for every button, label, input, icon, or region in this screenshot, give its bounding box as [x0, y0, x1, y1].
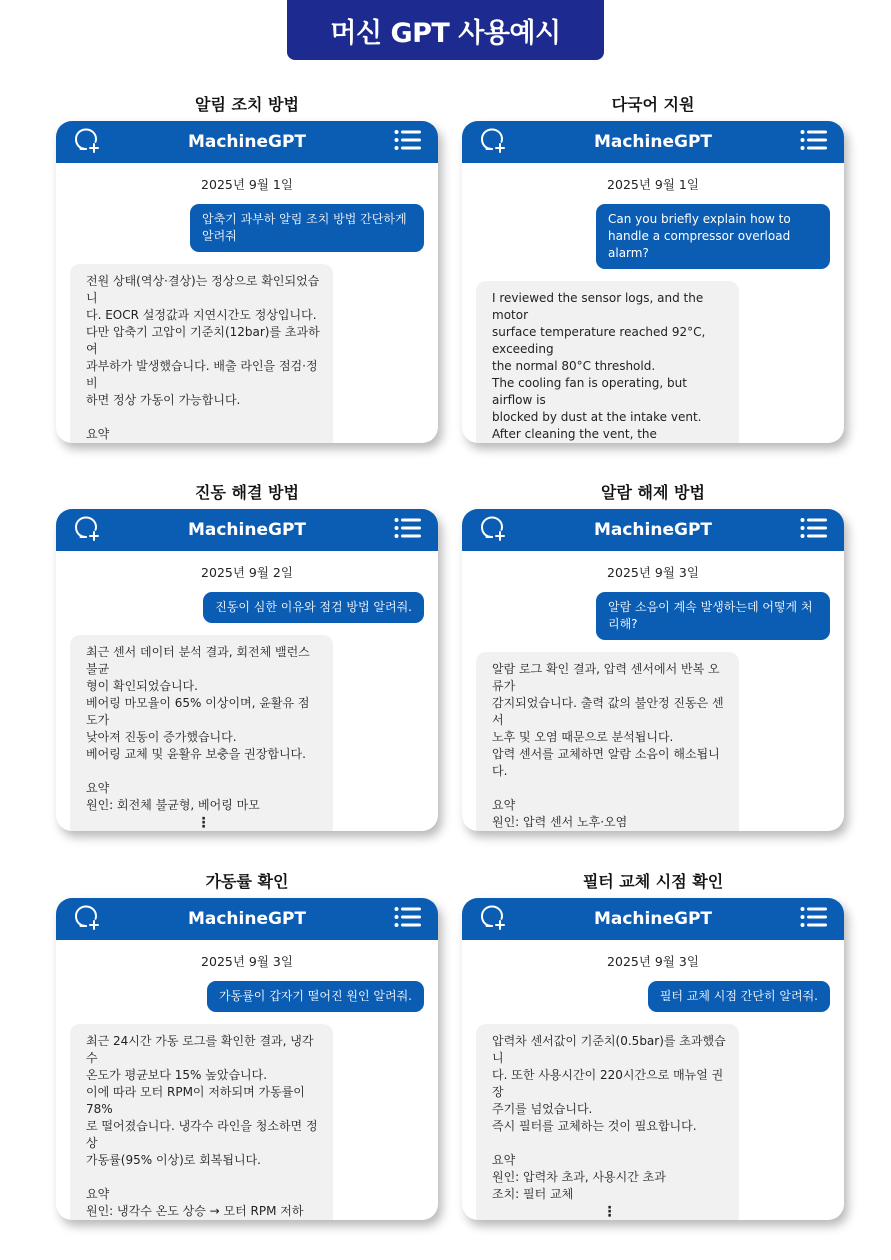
- bot-message-line: 다만 압축기 고압이 기준치(12bar)를 초과하여: [86, 325, 320, 356]
- chat-card: [56, 121, 438, 443]
- bot-message-line: 로 떨어졌습니다. 냉각수 라인을 청소하면 정상: [86, 1119, 318, 1150]
- bot-message-line: 하면 정상 가동이 가능합니다.: [86, 393, 241, 407]
- bot-message-text: [86, 644, 321, 814]
- banner-title: 머신 GPT 사용예시: [330, 17, 561, 49]
- app-title: MachineGPT: [187, 132, 307, 152]
- chat-plus-icon[interactable]: [74, 515, 100, 545]
- chat-header: [462, 898, 844, 940]
- bot-message-line: [86, 409, 321, 426]
- list-menu-icon[interactable]: [394, 517, 422, 543]
- bot-message-text: [492, 661, 727, 831]
- bot-message-text: [492, 1033, 727, 1203]
- bot-message-line: 요약: [492, 1153, 516, 1167]
- bot-message-line: After cleaning the vent, the: [492, 427, 657, 441]
- chat-plus-icon[interactable]: [480, 515, 506, 545]
- bot-message-line: 요약: [86, 1187, 110, 1201]
- user-message-row: [56, 592, 438, 623]
- chat-date: 2025년 9월 2일: [201, 565, 293, 580]
- bot-message-line: The cooling fan is operating, but airflow is: [492, 376, 687, 407]
- bot-message-text: [86, 1033, 321, 1220]
- bot-message-line: 다. 또한 사용시간이 220시간으로 매뉴얼 권장: [492, 1068, 724, 1099]
- bot-message-line: 낮아져 진동이 증가했습니다.: [86, 730, 237, 744]
- chat-plus-icon[interactable]: [74, 904, 100, 934]
- chat-card: [462, 121, 844, 443]
- user-message: Can you briefly explain how to handle a compressor overload alarm?: [596, 204, 830, 269]
- section-title: 가동률 확인: [205, 872, 289, 891]
- user-message: 알람 소음이 계속 발생하는데 어떻게 처리해?: [596, 592, 830, 640]
- list-menu-icon[interactable]: [394, 129, 422, 155]
- section-title: 진동 해결 방법: [195, 483, 299, 502]
- chat-date: 2025년 9월 1일: [201, 177, 293, 192]
- bot-message-line: 원인: 압력 센서 노후·오염: [492, 815, 628, 829]
- bot-message-line: I reviewed the sensor logs, and the motor: [492, 291, 704, 322]
- chat-card: [56, 898, 438, 1220]
- bot-message-line: 최근 센서 데이터 분석 결과, 회전체 밸런스 불균: [86, 645, 310, 676]
- bot-message-line: 원인: 냉각수 온도 상승 → 모터 RPM 저하: [86, 1204, 304, 1218]
- bot-message-line: [86, 1169, 321, 1186]
- chat-header: [462, 121, 844, 163]
- user-message: 가동률이 갑자기 떨어진 원인 알려줘.: [207, 981, 424, 1012]
- bot-message-line: 최근 24시간 가동 로그를 확인한 결과, 냉각수: [86, 1034, 314, 1065]
- app-title: MachineGPT: [187, 909, 307, 929]
- user-message-row: [462, 204, 844, 269]
- app-title: MachineGPT: [593, 132, 713, 152]
- bot-message-line: 압력차 센서값이 기준치(0.5bar)를 초과했습니: [492, 1034, 726, 1065]
- bot-message: [70, 1024, 333, 1220]
- chat-card: [56, 509, 438, 831]
- section-title: 필터 교체 시점 확인: [582, 872, 724, 891]
- app-title: MachineGPT: [593, 520, 713, 540]
- bot-message-line: blocked by dust at the intake vent.: [492, 410, 702, 424]
- user-message-row: [462, 981, 844, 1012]
- chat-card: [462, 509, 844, 831]
- chat-header: [56, 509, 438, 551]
- chat-date: 2025년 9월 3일: [607, 565, 699, 580]
- bot-message-line: 온도가 평균보다 15% 높았습니다.: [86, 1068, 268, 1082]
- vertical-dots-icon[interactable]: ⋮: [196, 815, 211, 831]
- bot-message-line: 노후 및 오염 때문으로 분석됩니다.: [492, 730, 674, 744]
- bot-message-line: 전원 상태(역상·결상)는 정상으로 확인되었습니: [86, 274, 320, 305]
- bot-message-text: [86, 273, 321, 443]
- bot-message-line: [86, 763, 321, 780]
- user-message: 진동이 심한 이유와 점검 방법 알려줘.: [203, 592, 424, 623]
- bot-message-line: [492, 1135, 727, 1152]
- chat-header: [462, 509, 844, 551]
- bot-message-line: 베어링 교체 및 윤활유 보충을 권장합니다.: [86, 747, 306, 761]
- bot-message: [476, 1024, 739, 1220]
- vertical-dots-icon[interactable]: ⋮: [602, 1204, 617, 1220]
- chat-date: 2025년 9월 3일: [607, 954, 699, 969]
- chat-header: [56, 121, 438, 163]
- bot-message-line: [492, 780, 727, 797]
- bot-message: [476, 281, 739, 443]
- list-menu-icon[interactable]: [800, 906, 828, 932]
- bot-message-line: 감지되었습니다. 출력 값의 불안정 진동은 센서: [492, 696, 724, 727]
- chat-date: 2025년 9월 3일: [201, 954, 293, 969]
- list-menu-icon[interactable]: [800, 517, 828, 543]
- chat-header: [56, 898, 438, 940]
- bot-message-line: 압력 센서를 교체하면 알람 소음이 해소됩니다.: [492, 747, 720, 778]
- bot-message-line: 즉시 필터를 교체하는 것이 필요합니다.: [492, 1119, 697, 1133]
- bot-message-line: 베어링 마모율이 65% 이상이며, 윤활유 점도가: [86, 696, 310, 727]
- user-message-row: [56, 204, 438, 252]
- bot-message-line: 원인: 압력차 초과, 사용시간 초과: [492, 1170, 666, 1184]
- app-title: MachineGPT: [593, 909, 713, 929]
- bot-message-line: 조치: 필터 교체: [492, 1187, 574, 1201]
- bot-message-line: 요약: [86, 781, 110, 795]
- chat-date: 2025년 9월 1일: [607, 177, 699, 192]
- bot-message-line: 요약: [492, 798, 516, 812]
- user-message-row: [56, 981, 438, 1012]
- bot-message-line: 요약: [86, 427, 110, 441]
- bot-message-text: [492, 290, 727, 443]
- section-title: 알람 해제 방법: [601, 483, 705, 502]
- bot-message-line: surface temperature reached 92°C, exceeding: [492, 325, 706, 356]
- user-message: 필터 교체 시점 간단히 알려줘.: [648, 981, 830, 1012]
- bot-message-line: 이에 따라 모터 RPM이 저하되며 가동률이 78%: [86, 1085, 305, 1116]
- chat-plus-icon[interactable]: [480, 127, 506, 157]
- list-menu-icon[interactable]: [800, 129, 828, 155]
- bot-message: [70, 264, 333, 443]
- bot-message-line: 주기를 넘었습니다.: [492, 1102, 593, 1116]
- section-title: 알림 조치 방법: [195, 95, 299, 114]
- app-title: MachineGPT: [187, 520, 307, 540]
- bot-message-line: 원인: 회전체 불균형, 베어링 마모: [86, 798, 260, 812]
- chat-plus-icon[interactable]: [74, 127, 100, 157]
- bot-message-line: 과부하가 발생했습니다. 배출 라인을 점검·정비: [86, 359, 318, 390]
- bot-message-line: 가동률(95% 이상)로 회복됩니다.: [86, 1153, 261, 1167]
- bot-message-line: 다. EOCR 설정값과 지연시간도 정상입니다.: [86, 308, 317, 322]
- page-banner: [287, 0, 604, 60]
- list-menu-icon[interactable]: [394, 906, 422, 932]
- chat-card: [462, 898, 844, 1220]
- chat-plus-icon[interactable]: [480, 904, 506, 934]
- bot-message: [70, 635, 333, 831]
- bot-message-line: the normal 80°C threshold.: [492, 359, 656, 373]
- section-title: 다국어 지원: [611, 95, 695, 114]
- bot-message-line: 알람 로그 확인 결과, 압력 센서에서 반복 오류가: [492, 662, 720, 693]
- user-message: 압축기 과부하 알림 조치 방법 간단하게 알려줘: [190, 204, 424, 252]
- bot-message: [476, 652, 739, 831]
- bot-message-line: 형이 확인되었습니다.: [86, 679, 198, 693]
- user-message-row: [462, 592, 844, 640]
